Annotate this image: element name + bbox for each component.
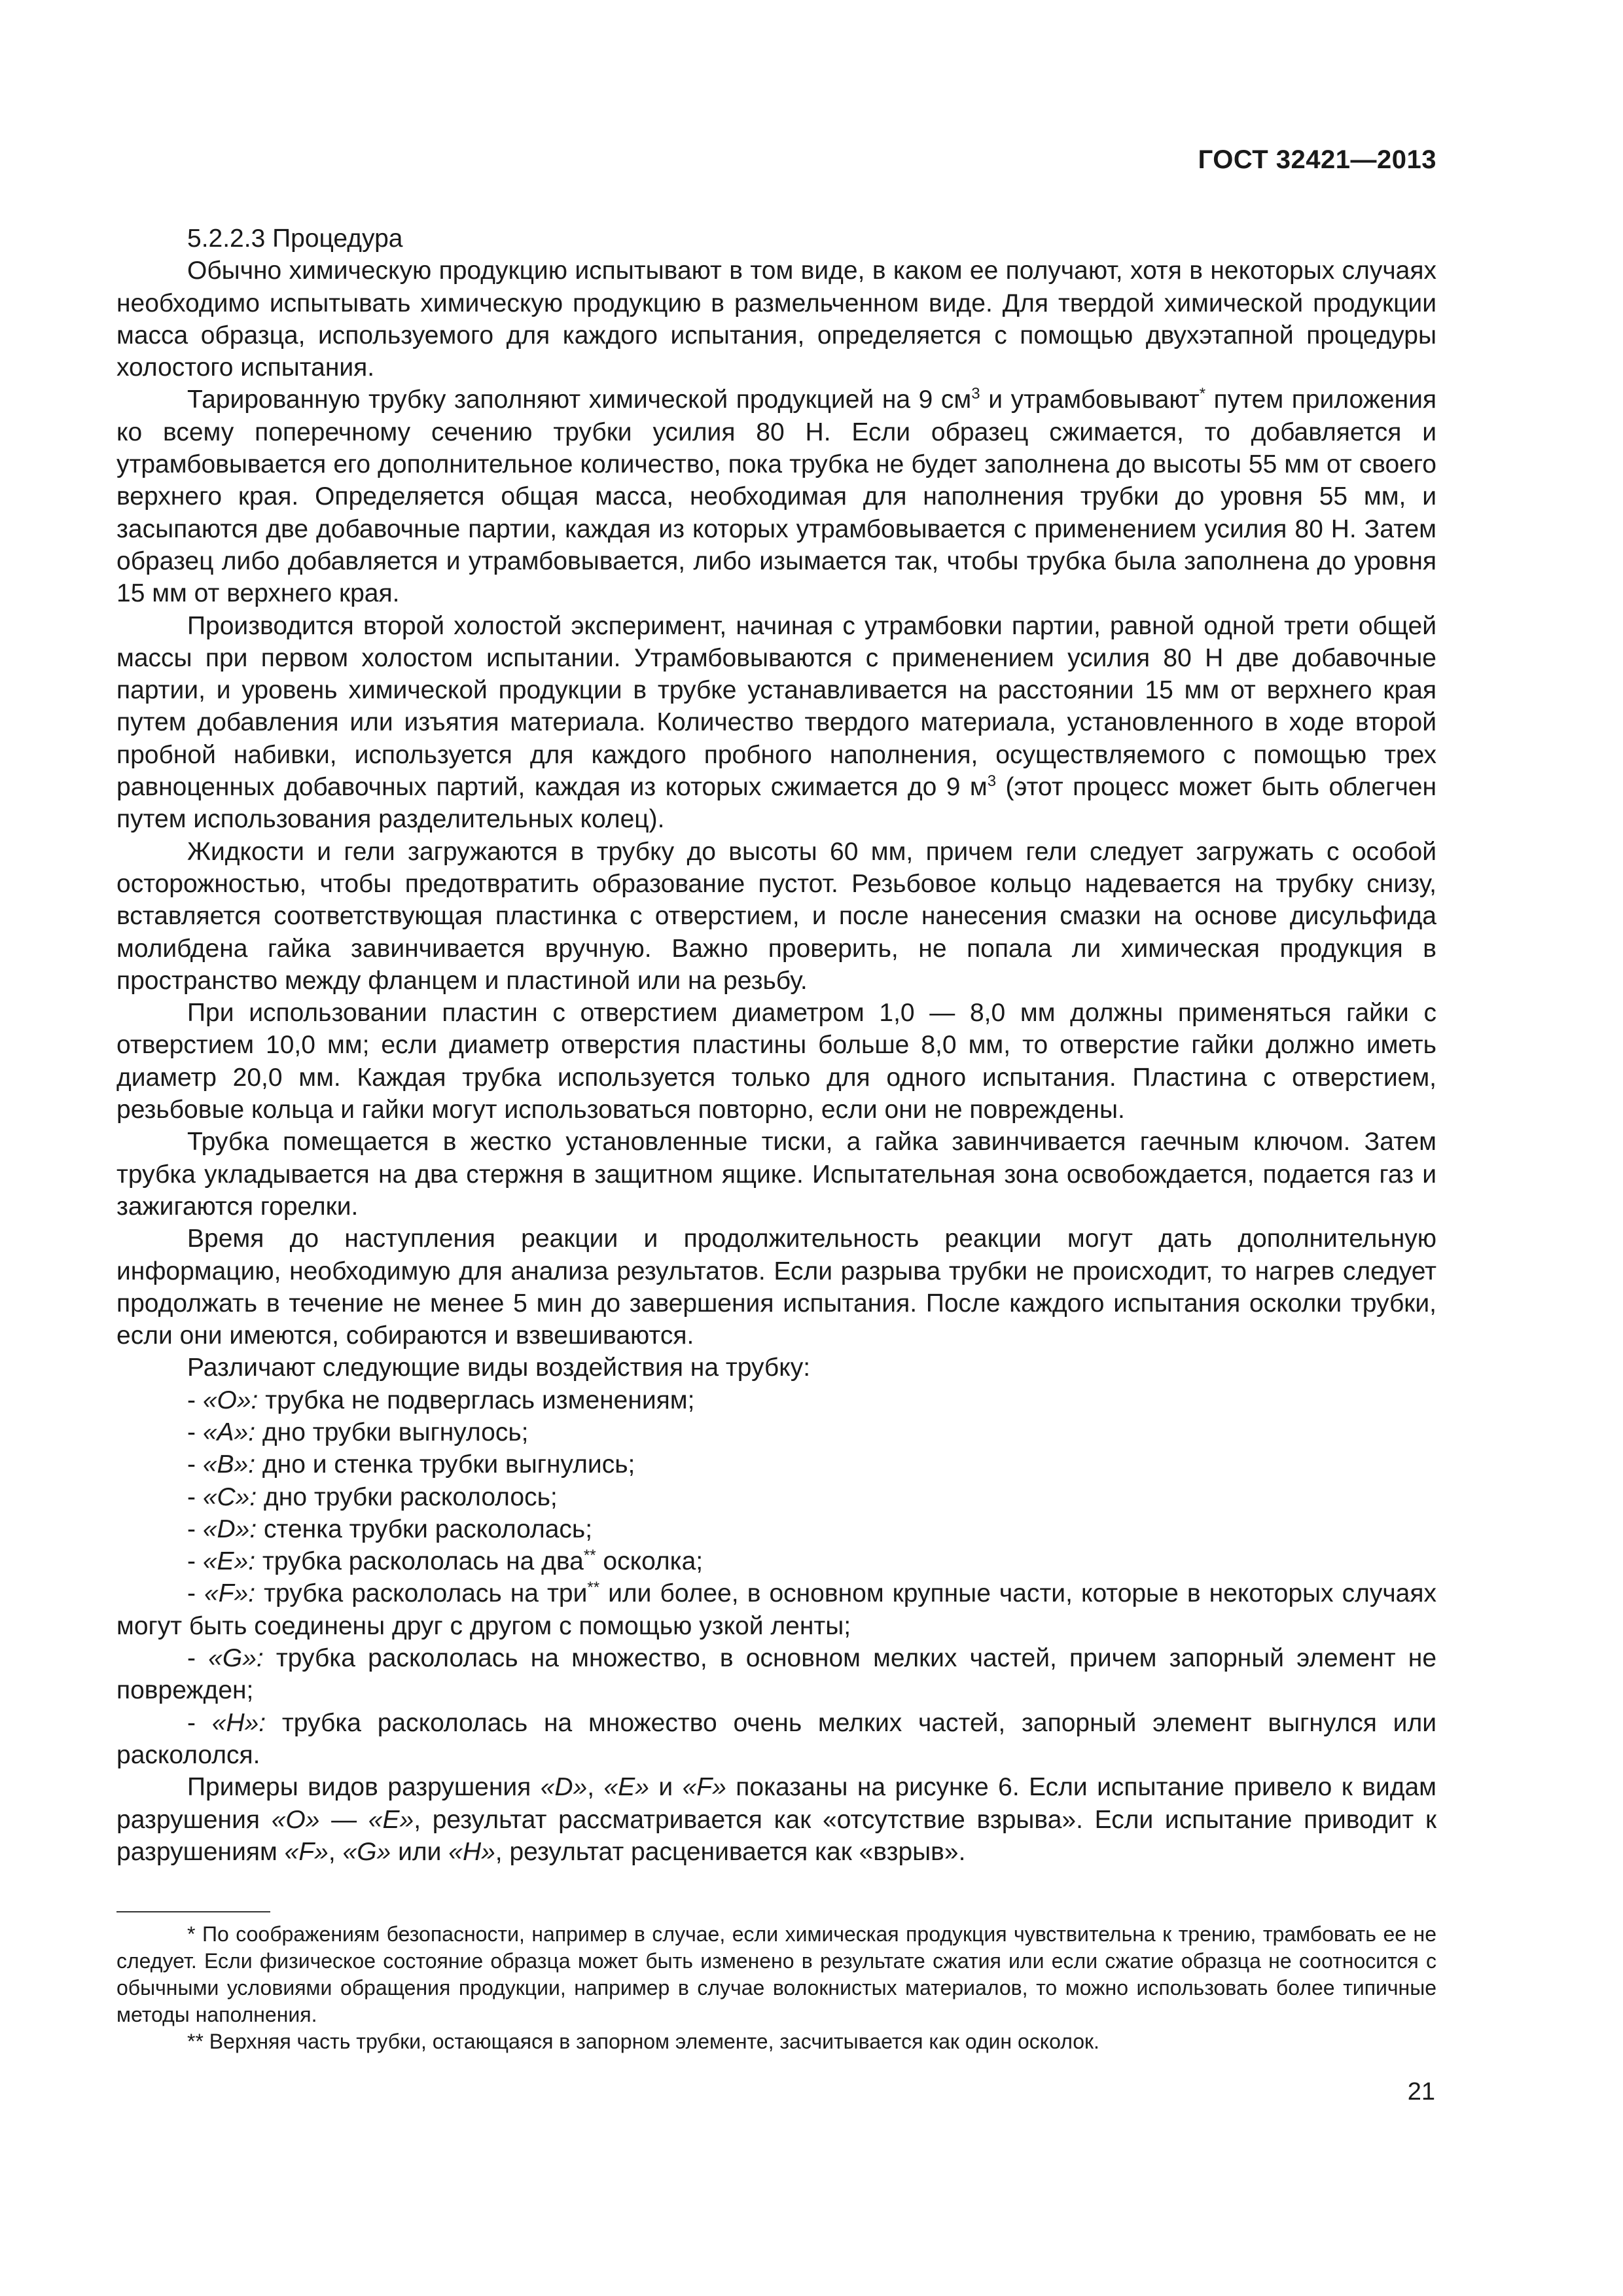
footnote-divider bbox=[116, 1911, 270, 1912]
list-item: - «A»: дно трубки выгнулось; bbox=[187, 1418, 529, 1446]
list-item: - «H»: трубка раскололась на множество очень мелких частей, запорный элемент выгнулся или раскололся. bbox=[116, 1708, 1437, 1769]
paragraph: Трубка помещается в жестко установленные тиски, а гайка завинчивается гаечным ключом. Затем трубка укладывается на два стержня в защитном ящике. Испытательная зона освобождается, подается газ и зажигаются горелки. bbox=[116, 1128, 1436, 1221]
footnote: * По соображениям безопасности, например в случае, если химическая продукция чувствительна к трению, трамбовать ее не следует. Если физическое состояние образца может быть изменено в результате сжатия или если сжатие образца не соотносится с обычными условиями обращения продукции, например в случае волокнистых материалов, то можно использовать более типичные методы наполнения. bbox=[116, 1922, 1436, 2026]
list-item: - «G»: трубка раскололась на множество, в основном мелких частей, причем запорный элемент не поврежден; bbox=[116, 1644, 1437, 1705]
paragraph: Различают следующие виды воздействия на трубку: bbox=[187, 1354, 811, 1382]
paragraph: Обычно химическую продукцию испытывают в том виде, в каком ее получают, хотя в некоторых случаях необходимо испытывать химическую продукцию в размельченном виде. Для твердой химической продукции масса образца, используемого для каждого испытания, определяется с помощью двухэтапной процедуры холостого испытания. bbox=[116, 257, 1436, 382]
list-item: - «F»: трубка раскололась на три** или более, в основном крупные части, которые в некоторых случаях могут быть соединены друг с другом с помощью узкой ленты; bbox=[116, 1579, 1436, 1640]
list-item: - «O»: трубка не подверглась изменениям; bbox=[187, 1386, 695, 1414]
paragraph: Время до наступления реакции и продолжительность реакции могут дать дополнительную информацию, необходимую для анализа результатов. Если разрыва трубки не происходит, то нагрев следует продолжать в течение не менее 5 мин до завершения испытания. После каждого испытания осколки трубки, если они имеются, собираются и взвешиваются. bbox=[116, 1225, 1436, 1350]
document-header: ГОСТ 32421—2013 bbox=[1198, 145, 1436, 174]
list-item: - «D»: стенка трубки раскололась; bbox=[187, 1515, 593, 1543]
list-item: - «E»: трубка раскололась на два** осколка; bbox=[187, 1547, 704, 1576]
list-item: - «B»: дно и стенка трубки выгнулись; bbox=[187, 1450, 635, 1479]
page-number: 21 bbox=[1407, 2078, 1435, 2106]
paragraph: Тарированную трубку заполняют химической продукцией на 9 $см^3$ и утрамбовывают* путем приложения ко всему поперечному сечению трубки усилия 80 Н. Если образец сжимается, то добавляется и утрамбовывается его дополнительное количество, пока трубка не будет заполнена до высоты 55 мм от своего верхнего края. Определяется общая масса, необходимая для наполнения трубки до уровня 55 мм, и засыпаются две добавочные партии, каждая из которых утрамбовывается с применением усилия 80 Н. Затем образец либо добавляется и утрамбовывается, либо изымается так, чтобы трубка была заполнена до уровня 15 мм от верхнего края. bbox=[116, 385, 1437, 608]
paragraph: Производится второй холостой эксперимент, начиная с утрамбовки партии, равной одной трети общей массы при первом холостом испытании. Утрамбовываются с применением усилия 80 Н две добавочные партии, и уровень химической продукции в трубке устанавливается на расстоянии 15 мм от верхнего края путем добавления или изъятия материала. Количество твердого материала, установленного в ходе второй пробной набивки, используется для каждого пробного наполнения, осуществляемого с помощью трех равноценных добавочных партий, каждая из которых сжимается до 9 $м^3$ (этот процесс может быть облегчен путем использования разделительных колец). bbox=[116, 611, 1436, 834]
paragraph: Жидкости и гели загружаются в трубку до высоты 60 мм, причем гели следует загружать с особой осторожностью, чтобы предотвратить образование пустот. Резьбовое кольцо надевается на трубку снизу, вставляется соответствующая пластинка с отверстием, и после нанесения смазки на основе дисульфида молибдена гайка завинчивается вручную. Важно проверить, не попала ли химическая продукция в пространство между фланцем и пластиной или на резьбу. bbox=[116, 837, 1436, 995]
section-heading: 5.2.2.3 Процедура bbox=[187, 224, 403, 253]
conclusion-paragraph: Примеры видов разрушения «D», «E» и «F» показаны на рисунке 6. Если испытание привело к видам разрушения «O» — «E», результат рассматривается как «отсутствие взрыва». Если испытание приводит к разрушениям «F», «G» или «H», результат расценивается как «взрыв». bbox=[116, 1773, 1437, 1866]
list-item: - «C»: дно трубки раскололось; bbox=[187, 1482, 558, 1511]
body-text bbox=[116, 223, 1436, 1868]
footnote: ** Верхняя часть трубки, остающаяся в запорном элементе, засчитывается как один осколок. bbox=[187, 2030, 1099, 2053]
footnotes bbox=[116, 1921, 1436, 2055]
paragraph: При использовании пластин с отверстием диаметром 1,0 — 8,0 мм должны применяться гайки с отверстием 10,0 мм; если диаметр отверстия пластины больше 8,0 мм, то отверстие гайки должно иметь диаметр 20,0 мм. Каждая трубка используется только для одного испытания. Пластина с отверстием, резьбовые кольца и гайки могут использоваться повторно, если они не повреждены. bbox=[116, 999, 1436, 1124]
